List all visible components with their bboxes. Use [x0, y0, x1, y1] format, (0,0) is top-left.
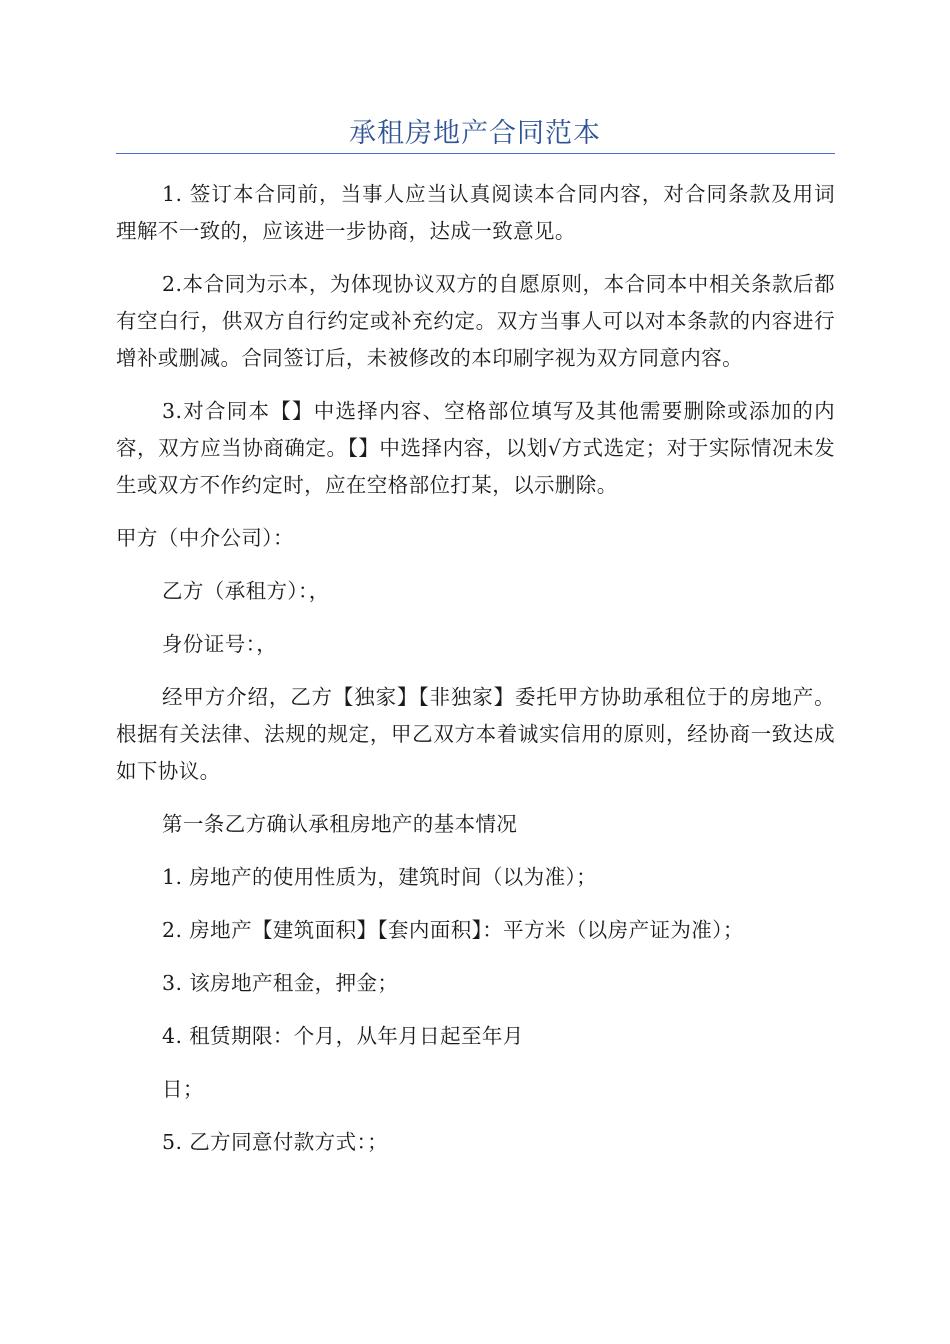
- party-b-line: 乙方（承租方）：，: [162, 579, 330, 603]
- paragraph-note-1: 1. 签订本合同前，当事人应当认真阅读本合同内容，对合同条款及用词理解不一致的，应该进一步协商，达成一致意见。: [116, 182, 835, 243]
- article-1-item-4-cont: 日；: [162, 1077, 204, 1101]
- article-1-item-3: 3. 该房地产租金，押金；: [162, 971, 399, 995]
- party-a-line: 甲方（中介公司）：: [116, 526, 294, 550]
- article-1-item-4: 4. 租赁期限：个月，从年月日起至年月: [162, 1024, 524, 1048]
- document-body: [116, 176, 835, 1177]
- article-1-item-1: 1. 房地产的使用性质为，建筑时间（以为准）；: [162, 865, 598, 889]
- paragraph-intro: 经甲方介绍，乙方【独家】【非独家】委托甲方协助承租位于的房地产。根据有关法律、法规的规定，甲乙双方本着诚实信用的原则，经协商一致达成如下协议。: [116, 685, 835, 783]
- article-1-heading: 第一条乙方确认承租房地产的基本情况: [162, 812, 518, 836]
- article-1-item-2: 2. 房地产【建筑面积】【套内面积】：平方米（以房产证为准）；: [162, 918, 744, 942]
- document-title: 承租房地产合同范本: [349, 118, 601, 149]
- id-number-line: 身份证号：，: [162, 632, 278, 656]
- paragraph-note-3: 3.对合同本【】中选择内容、空格部位填写及其他需要删除或添加的内容，双方应当协商确定。【】中选择内容，以划√方式选定；对于实际情况未发生或双方不作约定时，应在空格部位打某，以示删除。: [116, 399, 835, 497]
- paragraph-note-2: 2.本合同为示本，为体现协议双方的自愿原则，本合同本中相关条款后都有空白行，供双方自行约定或补充约定。双方当事人可以对本条款的内容进行增补或删减。合同签订后，未被修改的本印刷字视为双方同意内容。: [116, 272, 835, 370]
- title-underline: [116, 153, 835, 154]
- article-1-item-5: 5. 乙方同意付款方式：；: [162, 1130, 389, 1154]
